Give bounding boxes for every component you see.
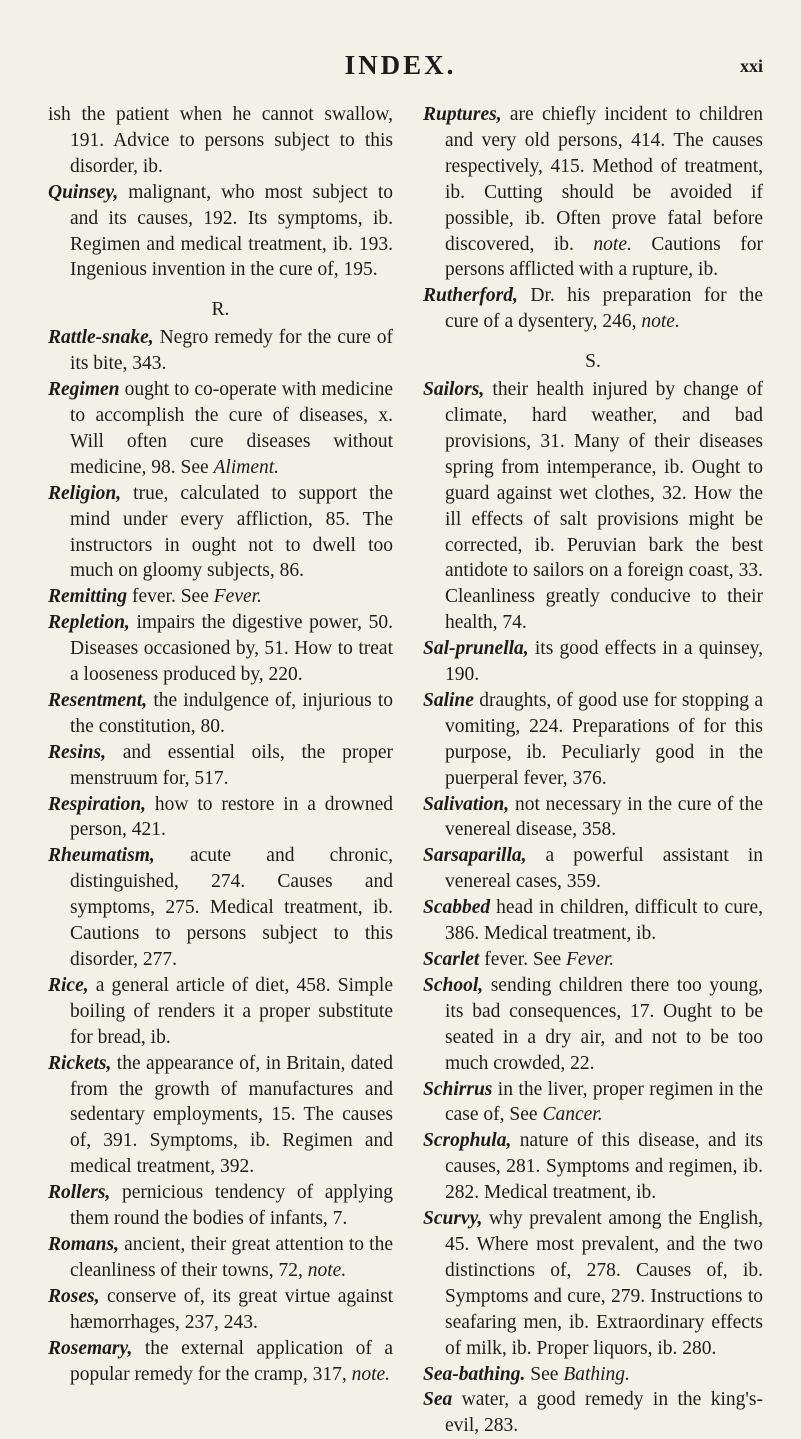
index-entry — [48, 481, 393, 585]
entry-text: why prevalent among the English, 45. Where most prevalent, and the two distinctions of, 278. Causes of, ib. Symptoms and cure, 279. Instructions to seafaring men, ib. Extraordinary effects of milk, ib. Proper liquors, ib. 280. — [445, 1208, 763, 1359]
entry-text-tail: Cautions for persons afflicted with a rupture, ib. — [445, 233, 763, 281]
index-entry — [48, 688, 393, 740]
entry-text: and essential oils, the proper menstruum for, 517. — [70, 741, 393, 789]
entry-reference: note. — [641, 311, 680, 333]
index-entry — [423, 102, 763, 283]
index-entry — [423, 895, 763, 947]
index-entry — [423, 377, 763, 636]
entry-headword: Respiration, — [48, 793, 147, 815]
page-number: xxi — [739, 56, 763, 76]
index-entry — [48, 377, 393, 481]
entry-reference: Aliment. — [213, 456, 280, 478]
entry-headword: Scurvy, — [423, 1208, 483, 1230]
entry-text: malignant, who most subject to and its causes, 192. Its symptoms, ib. Regimen and medical treatment, ib. 193. Ingenious invention in the cure of, 195. — [70, 181, 393, 281]
entry-text: the external application of a popular remedy for the cramp, 317, — [70, 1337, 393, 1385]
entry-text: acute and chronic, distinguished, 274. Causes and symptoms, 275. Medical treatment, ib. Cautions to persons subject to this disorder, 277. — [70, 845, 393, 970]
index-entry — [48, 1051, 393, 1181]
index-entry — [48, 584, 393, 610]
index-entry — [48, 1180, 393, 1232]
entry-headword: Sea — [423, 1389, 453, 1411]
entry-text: nature of this disease, and its causes, 281. Symptoms and regimen, ib. 282. Medical treatment, ib. — [445, 1130, 763, 1204]
running-title: INDEX. — [344, 50, 457, 80]
index-entry — [48, 792, 393, 844]
entry-text: pernicious tendency of applying them round the bodies of infants, 7. — [70, 1182, 393, 1230]
entry-reference: note. — [307, 1259, 347, 1281]
entry-text: water, a good remedy in the king's-evil, 283. — [445, 1389, 763, 1437]
section-letter: R. — [211, 299, 230, 321]
entry-headword: Sal-prunella, — [423, 638, 529, 660]
entry-text: the indulgence of, injurious to the constitution, 80. — [70, 689, 393, 737]
entry-headword: Religion, — [48, 482, 122, 504]
index-entry — [48, 180, 393, 284]
entry-text: a general article of diet, 458. Simple boiling of renders it a proper substitute for bread, ib. — [70, 974, 393, 1048]
entry-headword: Rattle-snake, — [48, 327, 154, 349]
entry-headword: Resins, — [48, 741, 106, 763]
entry-text: in the liver, proper regimen in the case of, See — [445, 1078, 763, 1126]
entry-reference: note. — [351, 1363, 391, 1385]
entry-text: are chiefly incident to children and very old persons, 414. The causes respectively, 415. Method of treatment, ib. Cutting should be avoided if possible, ib. Often prove fatal before discovered, ib. — [445, 104, 763, 255]
entry-headword: Schirrus — [423, 1078, 493, 1100]
left-column — [48, 102, 393, 1387]
index-entry — [48, 843, 393, 973]
entry-text: sending children there too young, its bad consequences, 17. Ought to be seated in a dry air, and not to be too much crowded, 22. — [445, 974, 763, 1074]
entry-reference: Bathing. — [563, 1363, 630, 1385]
entry-headword: Remitting — [48, 586, 128, 608]
entry-headword: Rosemary, — [48, 1337, 133, 1359]
entry-reference: Fever. — [213, 586, 262, 608]
entry-text: ish the patient when he cannot swallow, 191. Advice to persons subject to this disorder, ib. — [48, 104, 393, 177]
index-entry — [423, 973, 763, 1077]
entry-headword: School, — [423, 974, 484, 996]
entry-headword: Quinsey, — [48, 181, 119, 203]
entry-text: ought to co-operate with medicine to accomplish the cure of diseases, x. Will often cure diseases without medicine, 98. See — [70, 379, 393, 478]
index-entry — [48, 1232, 393, 1284]
entry-headword: Rice, — [48, 974, 89, 996]
entry-text: the appearance of, in Britain, dated from the growth of manufactures and sedentary employments, 15. The causes of, 391. Symptoms, ib. Regimen and medical treatment, 392. — [70, 1052, 393, 1178]
index-entry — [423, 1077, 763, 1129]
index-entry — [423, 1206, 763, 1361]
index-entry — [423, 1362, 763, 1388]
index-entry — [48, 1284, 393, 1336]
entry-text: See — [525, 1363, 564, 1385]
entry-headword: Resentment, — [48, 689, 148, 711]
entry-text: true, calculated to support the mind under every affliction, 85. The instructors in ought not to dwell too much on gloomy subjects, 86. — [70, 482, 393, 582]
entry-headword: Sailors, — [423, 379, 485, 401]
index-entry — [423, 1128, 763, 1206]
entry-headword: Scrophula, — [423, 1130, 512, 1152]
entry-text: Negro remedy for the cure of its bite, 343. — [70, 327, 393, 375]
index-entry — [48, 1336, 393, 1388]
entry-reference: note. — [593, 233, 632, 255]
entry-headword: Rutherford, — [423, 285, 518, 307]
index-entry — [423, 843, 763, 895]
entry-text: conserve of, its great virtue against hæmorrhages, 237, 243. — [70, 1285, 393, 1333]
index-entry — [48, 973, 393, 1051]
entry-headword: Roses, — [48, 1285, 100, 1307]
entry-headword: Romans, — [48, 1233, 119, 1255]
section-letter: S. — [585, 351, 601, 373]
entry-headword: Rheumatism, — [48, 845, 155, 867]
entry-text: impairs the digestive power, 50. Diseases occasioned by, 51. How to treat a looseness produced by, 220. — [70, 612, 393, 686]
entry-text: fever. See — [479, 949, 566, 970]
index-entry — [48, 102, 393, 180]
entry-headword: Rickets, — [48, 1052, 112, 1074]
entry-text: draughts, of good use for stopping a vomiting, 224. Preparations of for this purpose, ib. Peculiarly good in the puerperal fever, 376. — [445, 689, 763, 789]
entry-text: not necessary in the cure of the venereal disease, 358. — [445, 793, 763, 841]
index-entry — [48, 740, 393, 792]
entry-text: ancient, their great attention to the cleanliness of their towns, 72, — [70, 1233, 393, 1281]
index-entry — [423, 688, 763, 792]
entry-headword: Scarlet — [423, 949, 480, 970]
index-entry — [423, 636, 763, 688]
entry-text: fever. See — [127, 586, 214, 608]
index-entry — [48, 325, 393, 377]
entry-headword: Salivation, — [423, 793, 510, 815]
entry-text: head in children, difficult to cure, 386. Medical treatment, ib. — [445, 897, 763, 945]
index-entry — [423, 283, 763, 335]
index-entry — [423, 1387, 763, 1439]
entry-headword: Sarsaparilla, — [423, 845, 527, 867]
entry-text: Dr. his preparation for the cure of a dysentery, 246, — [445, 285, 763, 333]
entry-headword: Ruptures, — [423, 104, 502, 125]
entry-headword: Rollers, — [48, 1182, 111, 1204]
entry-headword: Saline — [423, 689, 474, 711]
entry-text: their health injured by change of climate, hard weather, and bad provisions, 31. Many of their diseases spring from intemperance, ib. Ought to guard against wet clothes, 32. How the ill effects of salt provisions might be corrected, ib. Peruvian bark the best antidote to sailors on a foreign coast, 33. Cleanliness greatly conducive to their health, 74. — [445, 379, 763, 634]
entry-reference: Fever. — [565, 949, 615, 970]
index-entry — [48, 610, 393, 688]
index-entry — [423, 792, 763, 844]
entry-headword: Repletion, — [48, 612, 130, 634]
entry-text: a powerful assistant in venereal cases, 359. — [445, 845, 763, 893]
entry-headword: Sea-bathing. — [423, 1363, 526, 1385]
entry-reference: Cancer. — [542, 1104, 603, 1126]
entry-headword: Regimen — [48, 379, 120, 401]
entry-text: how to restore in a drowned person, 421. — [70, 793, 393, 841]
entry-headword: Scabbed — [423, 897, 491, 919]
entry-text: its good effects in a quinsey, 190. — [445, 638, 763, 686]
right-column — [423, 102, 763, 1439]
index-entry — [423, 947, 763, 973]
